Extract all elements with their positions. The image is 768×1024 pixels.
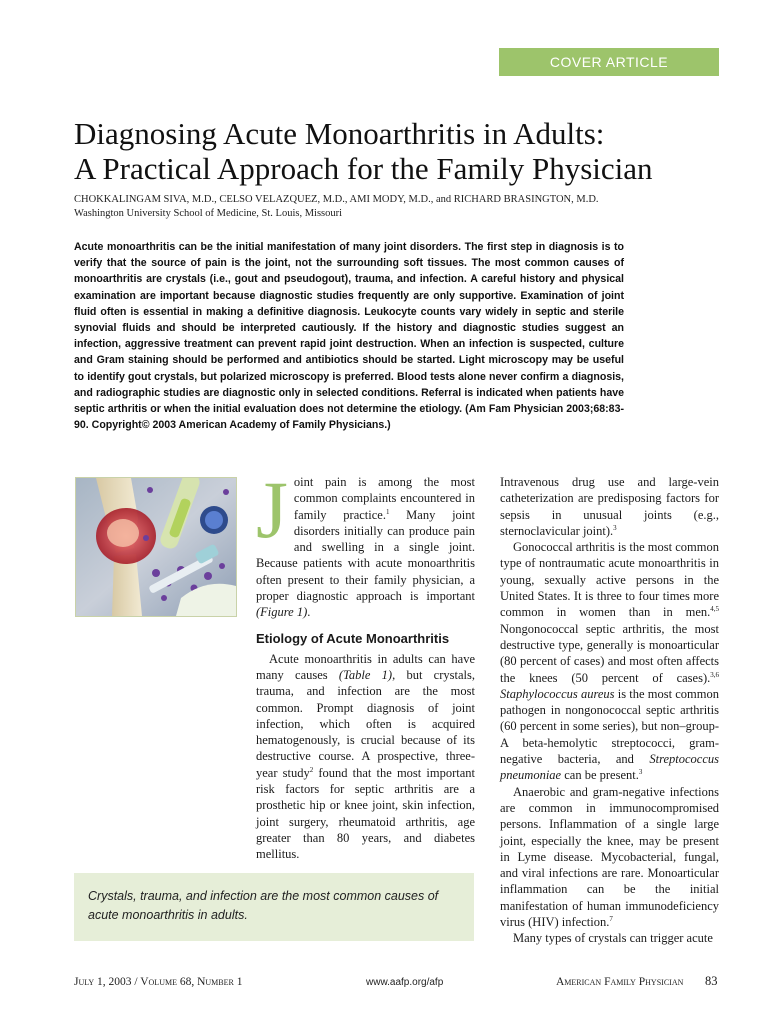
knee-joint-illustration-icon bbox=[76, 478, 236, 616]
citation-3b: 3 bbox=[638, 768, 643, 777]
etiology-text-3: found that the most important risk factors for septic arthritis are a prosthetic hip or knee joint, skin infection, joint surgery, rheumatoid arthritis, age greater than 80 years, and diabetes mellitus. bbox=[256, 765, 475, 862]
body-column-right bbox=[500, 474, 719, 947]
citation-1: 1 bbox=[385, 507, 390, 516]
figure-reference[interactable]: (Figure 1) bbox=[256, 605, 308, 620]
intro-text-1: oint pain is among the most common complaints encountered in family practice. bbox=[293, 475, 475, 522]
citation-3-6: 3,6 bbox=[710, 670, 719, 679]
intro-paragraph bbox=[256, 464, 475, 621]
right-paragraph-2 bbox=[500, 539, 719, 783]
pathogen-name-2: Streptococcus pneumoniae bbox=[500, 752, 719, 783]
right-p4-text: Many types of crystals can trigger acute bbox=[513, 931, 713, 946]
author-list: CHOKKALINGAM SIVA, M.D., CELSO VELAZQUEZ, M.D., AMI MODY, M.D., and RICHARD BRASINGTON, M.D. bbox=[74, 194, 599, 205]
right-p2-text-3: is the most common pathogen in nongonococcal septic arthritis (60 percent in some series), but non–group-A beta-hemolytic streptococci, gram-negative bacteria, and bbox=[500, 686, 719, 767]
citation-2: 2 bbox=[309, 765, 314, 774]
right-paragraph-3 bbox=[500, 784, 719, 931]
etiology-text-2: , but crystals, trauma, and infection are the most common. Prompt diagnosis of joint infection, which often is acquired hematogenously, is crucial because of its destructive course. A prospective, three-year study bbox=[256, 667, 475, 780]
pull-quote-text: Crystals, trauma, and infection are the most common causes of acute monoarthritis in adults. bbox=[88, 889, 439, 922]
table-reference[interactable]: (Table 1) bbox=[338, 667, 393, 682]
right-p2-text-1: Gonococcal arthritis is the most common type of nontraumatic acute monoarthritis in young, sexually active persons in the United States. It is three to four times more common in women than in men. bbox=[500, 540, 719, 620]
intro-text-3: . bbox=[307, 605, 311, 620]
etiology-paragraph bbox=[256, 651, 475, 863]
abstract: Acute monoarthritis can be the initial manifestation of many joint disorders. The first step in diagnosis is to verify that the source of pain is the joint, not the surrounding soft tissues. The most common causes of monoarthritis are crystals (i.e., gout and pseudogout), trauma, and infection. A careful history and physical examination are important because diagnostic studies frequently are only supportive. Examination of joint fluid often is essential in making a definitive diagnosis. Leukocyte counts vary widely in septic and sterile synovial fluids and should be interpreted cautiously. If the history and diagnostic studies suggest an infection, aggressive treatment can prevent rapid joint destruction. When an infection is suspected, culture and Gram staining should be performed and antibiotics should be started. Light microscopy may be useful to identify gout crystals, but polarized microscopy is preferred. Blood tests alone never confirm a diagnosis, and radiographic studies are diagnostic only in selected conditions. Referral is indicated when patients have septic arthritis or when the initial evaluation does not determine the etiology. (Am Fam Physician 2003;68:83-90. Copyright© 2003 American Academy of Family Physicians.) bbox=[74, 241, 624, 432]
right-p2-text-2: Nongonococcal septic arthritis, the most destructive type, generally is monoarticular (80 percent of cases) and most often affects the knees (50 percent of cases). bbox=[500, 621, 719, 685]
title-line-2: A Practical Approach for the Family Physician bbox=[74, 151, 653, 186]
citation-7: 7 bbox=[609, 915, 613, 924]
intro-text-2: Many joint disorders initially can produce pain and swelling in a single joint. Because patients with acute monoarthritis often present to their family physician, a proper diagnostic approach is important bbox=[256, 507, 475, 604]
title-line-1: Diagnosing Acute Monoarthritis in Adults: bbox=[74, 116, 605, 151]
affiliation: Washington University School of Medicine, St. Louis, Missouri bbox=[74, 208, 343, 219]
right-p1-text: Intravenous drug use and large-vein catheterization are predisposing factors for sepsis in unusual joints (e.g., sternoclavicular joint). bbox=[500, 475, 719, 538]
cover-illustration bbox=[75, 477, 237, 617]
footer-issue: July 1, 2003 / Volume 68, Number 1 bbox=[74, 976, 243, 988]
pull-quote bbox=[74, 873, 474, 941]
section-tag: COVER ARTICLE bbox=[499, 48, 719, 76]
article-title bbox=[74, 116, 714, 186]
right-p2-text-4: can be present. bbox=[561, 768, 639, 783]
etiology-text-1: Acute monoarthritis in adults can have many causes bbox=[256, 651, 475, 682]
right-paragraph-1 bbox=[500, 474, 719, 539]
drop-cap: J bbox=[256, 464, 288, 555]
body-column-middle bbox=[256, 464, 475, 863]
right-p3-text: Anaerobic and gram-negative infections are common in immunocompromised persons. Inflammation of a single large joint, especially the knee, may be present in Lyme disease. Mycobacterial, fungal, and viral infections are rare. Monoarticular inflammation can be the initial manifestation of human immunodeficiency virus (HIV) infection. bbox=[500, 784, 719, 930]
page-number: 83 bbox=[705, 974, 718, 988]
footer-journal: American Family Physician bbox=[556, 976, 684, 988]
citation-3: 3 bbox=[613, 523, 617, 532]
right-paragraph-4 bbox=[500, 930, 719, 946]
section-heading: Etiology of Acute Monoarthritis bbox=[256, 630, 450, 646]
pathogen-name-1: Staphylococcus aureus bbox=[500, 686, 615, 701]
footer-url[interactable]: www.aafp.org/afp bbox=[366, 977, 444, 988]
citation-4-5: 4,5 bbox=[710, 605, 719, 614]
